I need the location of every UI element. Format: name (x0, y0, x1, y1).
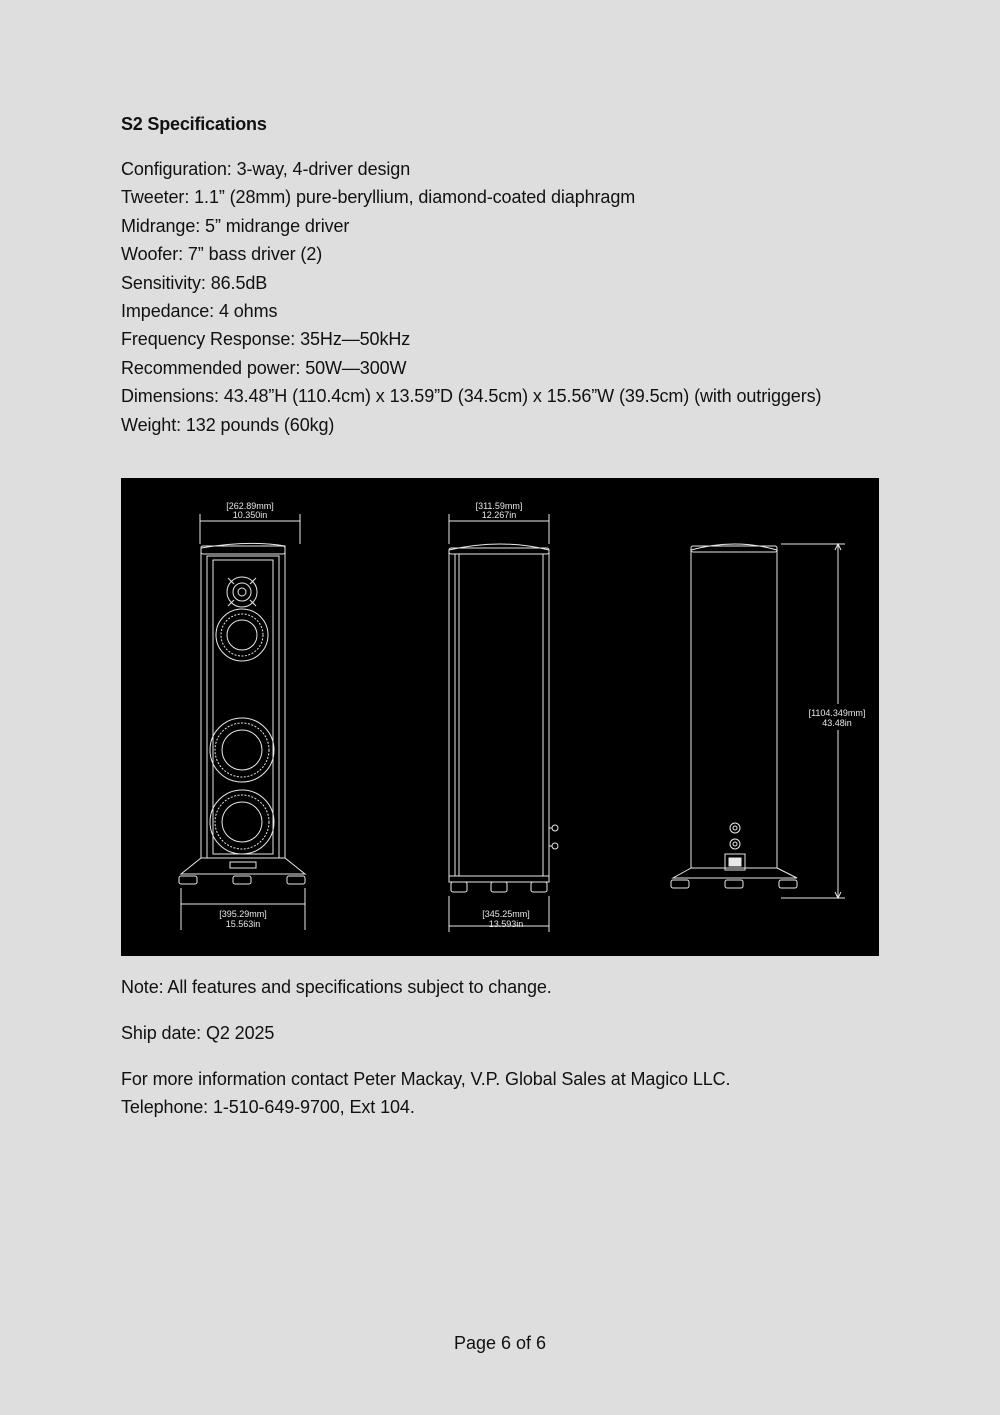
spec-item: Sensitivity: 86.5dB (121, 272, 268, 293)
spec-item: Configuration: 3-way, 4-driver design (121, 159, 411, 179)
spec-item: Woofer: 7” bass driver (2) (121, 244, 323, 265)
spec-item: Midrange: 5” midrange driver (121, 215, 350, 236)
spec-item: Dimensions: 43.48”H (110.4cm) x 13.59”D (34.5cm) x 15.56”W (39.5cm) (with outriggers) (121, 386, 822, 407)
height-mm-label: [1104.349mm] (808, 708, 866, 718)
contact-line: For more information contact Peter Mackay, V.P. Global Sales at Magico LLC. (121, 1069, 731, 1089)
spec-item: Recommended power: 50W—300W (121, 357, 407, 378)
spec-item: Impedance: 4 ohms (121, 301, 278, 322)
side-base-mm-label: [345.25mm] (482, 909, 530, 919)
spec-list (121, 155, 821, 439)
note-text: Note: All features and specifications subject to change. (121, 977, 552, 997)
page-title: S2 Specifications (121, 114, 267, 134)
front-top-mm-label: [262.89mm] (226, 501, 274, 511)
speaker-dimension-drawing (121, 478, 879, 956)
side-base-in-label: 13.593in (488, 919, 524, 929)
spec-item: Frequency Response: 35Hz—50kHz (121, 329, 411, 350)
spec-item: Weight: 132 pounds (60kg) (121, 414, 335, 435)
side-top-in-label: 12.267in (481, 510, 517, 520)
telephone-line: Telephone: 1-510-649-9700, Ext 104. (121, 1097, 415, 1118)
height-in-label: 43.48in (822, 718, 852, 728)
spec-item: Tweeter: 1.1” (28mm) pure-beryllium, diamond-coated diaphragm (121, 187, 636, 208)
side-view (449, 501, 558, 932)
front-base-mm-label: [395.29mm] (219, 909, 267, 919)
rear-view (671, 544, 869, 898)
side-top-mm-label: [311.59mm] (475, 501, 523, 511)
front-base-in-label: 15.563in (225, 919, 261, 929)
front-top-in-label: 10.350in (232, 510, 268, 520)
ship-date-text: Ship date: Q2 2025 (121, 1023, 275, 1043)
page-number: Page 6 of 6 (453, 1333, 547, 1353)
contact-block (121, 1065, 730, 1122)
front-view (179, 501, 305, 930)
